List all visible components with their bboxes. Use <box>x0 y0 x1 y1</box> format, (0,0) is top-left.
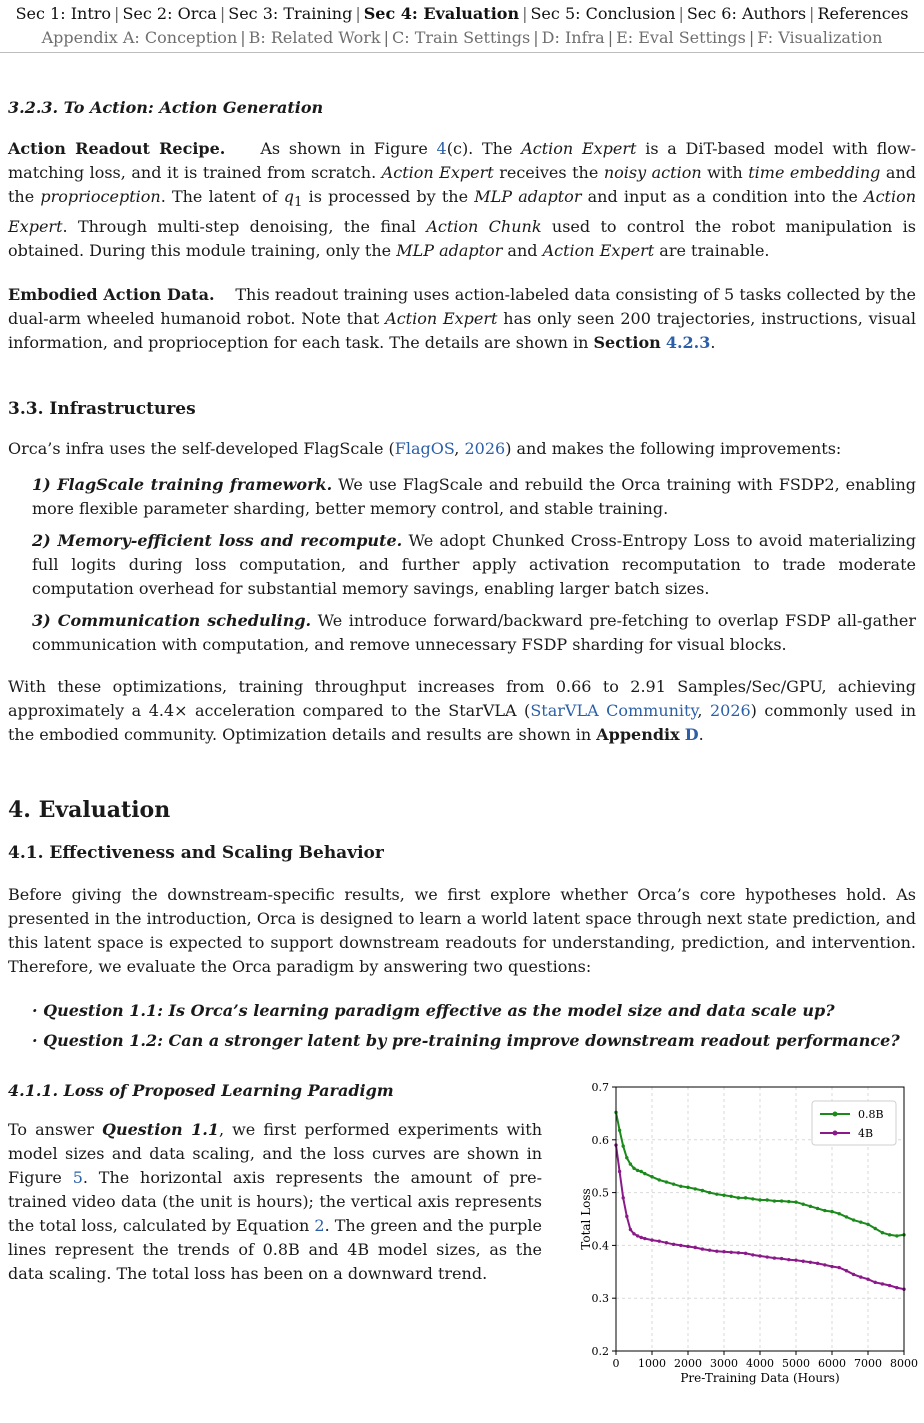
data-point-4B <box>701 1248 704 1251</box>
data-point-0.8B <box>838 1212 841 1215</box>
data-point-0.8B <box>629 1163 632 1166</box>
data-point-4B <box>830 1265 833 1268</box>
text: is processed by the <box>302 187 475 206</box>
data-point-0.8B <box>773 1200 776 1203</box>
nav-link-authors[interactable]: Sec 6: Authors <box>686 4 807 23</box>
citation-link[interactable]: StarVLA Community <box>530 701 698 721</box>
citation-year-link[interactable]: 2026 <box>709 701 751 721</box>
data-point-4B <box>751 1253 754 1256</box>
nav-link-appendix-f[interactable]: F: Visualization <box>757 28 883 47</box>
nav-link-appendix-b[interactable]: B: Related Work <box>248 28 381 47</box>
data-point-0.8B <box>636 1169 639 1172</box>
term: Action Chunk <box>426 217 542 237</box>
list-item <box>8 609 916 657</box>
data-point-0.8B <box>643 1172 646 1175</box>
nav-separator: | <box>809 4 815 23</box>
data-point-0.8B <box>895 1234 898 1237</box>
text: . <box>710 333 716 353</box>
nav-link-appendix-e[interactable]: E: Eval Settings <box>616 28 746 47</box>
text: . <box>698 725 704 745</box>
data-point-4B <box>629 1228 632 1231</box>
data-point-0.8B <box>794 1201 797 1204</box>
item-label: 1) FlagScale training framework. <box>32 475 333 495</box>
text: To answer <box>8 1120 103 1140</box>
data-point-0.8B <box>665 1181 668 1184</box>
term: time embedding <box>748 163 881 182</box>
data-point-4B <box>852 1273 855 1276</box>
term: Action Expert <box>542 241 655 261</box>
section-nav <box>0 0 924 50</box>
math-sub: 1 <box>294 195 303 211</box>
data-point-0.8B <box>625 1156 628 1159</box>
question-item: · Question 1.2: Can a stronger latent by pre-training improve downstream readout performance? <box>32 1031 900 1051</box>
data-point-4B <box>672 1243 675 1246</box>
appendix-ref-link[interactable]: D <box>684 725 699 745</box>
data-point-4B <box>643 1237 646 1240</box>
text: As shown in Figure <box>260 139 437 158</box>
nav-separator: | <box>678 4 684 23</box>
data-point-0.8B <box>816 1207 819 1210</box>
nav-link-intro[interactable]: Sec 1: Intro <box>15 4 112 23</box>
data-point-4B <box>640 1236 643 1239</box>
data-point-4B <box>625 1215 628 1218</box>
term: noisy action <box>603 163 702 182</box>
nav-separator: | <box>383 28 389 47</box>
data-point-4B <box>730 1251 733 1254</box>
data-point-0.8B <box>852 1219 855 1222</box>
text: . Through multi-step denoising, the final <box>62 217 427 237</box>
data-point-0.8B <box>672 1183 675 1186</box>
data-point-4B <box>802 1260 805 1263</box>
data-point-4B <box>679 1244 682 1247</box>
nav-link-training[interactable]: Sec 3: Training <box>228 4 353 23</box>
loss-chart <box>564 1077 924 1392</box>
nav-link-appendix-a[interactable]: Appendix A: Conception <box>41 28 238 47</box>
loss-text-column <box>8 1077 542 1286</box>
data-point-0.8B <box>766 1198 769 1201</box>
y-tick-label: 0.4 <box>591 1239 609 1253</box>
nav-link-references[interactable]: References <box>817 4 909 23</box>
nav-divider <box>0 52 924 53</box>
data-point-0.8B <box>758 1198 761 1201</box>
text: . The horizontal axis represents the amount of pre-trained video data (the unit is hours); the vertical axis represents the total loss, calculated by Equation <box>8 1168 542 1236</box>
data-point-4B <box>874 1281 877 1284</box>
data-point-0.8B <box>881 1231 884 1234</box>
data-point-4B <box>632 1232 635 1235</box>
data-point-4B <box>881 1282 884 1285</box>
data-point-4B <box>737 1251 740 1254</box>
data-point-0.8B <box>650 1175 653 1178</box>
nav-link-appendix-c[interactable]: C: Train Settings <box>392 28 531 47</box>
term: Action Expert <box>385 309 498 329</box>
x-tick-label: 4000 <box>746 1357 774 1371</box>
data-point-0.8B <box>787 1200 790 1203</box>
data-point-0.8B <box>640 1170 643 1173</box>
data-point-4B <box>758 1254 761 1257</box>
subsubsection-title: 4.1.1. Loss of Proposed Learning Paradigm <box>8 1081 394 1101</box>
data-point-4B <box>794 1259 797 1262</box>
y-tick-label: 0.2 <box>591 1345 609 1359</box>
text: We adopt Chunked Cross-Entropy Loss to avoid materializing full logits during loss computation, and further apply activation recomputation to trade moderate computation overhead for substantial memory savings, enabling larger batch sizes. <box>32 531 917 599</box>
term: Action Expert <box>381 163 494 182</box>
data-point-4B <box>708 1249 711 1252</box>
data-point-0.8B <box>780 1200 783 1203</box>
data-point-4B <box>823 1263 826 1266</box>
text: used to control the robot manipulation is obtained. During this module training, only the <box>8 217 916 261</box>
x-tick-label: 3000 <box>710 1357 738 1371</box>
text: and input as a condition into the <box>581 187 865 206</box>
appendix-nav-row <box>0 26 924 50</box>
text: (c). The <box>446 139 522 158</box>
paragraph-action-readout <box>8 137 916 263</box>
term: Action Expert <box>8 187 917 237</box>
y-axis-label: Total Loss <box>579 1188 593 1250</box>
text: are trainable. <box>654 241 770 261</box>
data-point-4B <box>715 1250 718 1253</box>
text: has only seen 200 trajectories, instructions, visual information, and proprioception for each task. The details are shown in <box>8 309 917 353</box>
data-point-0.8B <box>874 1227 877 1230</box>
item-label: 2) Memory-efficient loss and recompute. <box>32 531 403 551</box>
y-tick-label: 0.5 <box>591 1186 609 1200</box>
text: This readout training uses action-labeled data consisting of 5 tasks collected by the dual-arm wheeled humanoid robot. Note that <box>8 285 916 329</box>
text: ) and makes the following improvements: <box>505 439 842 459</box>
text: receives the <box>493 163 604 182</box>
text: and <box>502 241 543 261</box>
section-nav-row <box>0 2 924 26</box>
text: with <box>701 163 749 182</box>
appendix-word: Appendix <box>596 725 680 745</box>
loss-chart-svg <box>564 1077 924 1392</box>
subsection-title: 4.1. Effectiveness and Scaling Behavior <box>8 843 384 864</box>
data-point-4B <box>744 1252 747 1255</box>
figure-row <box>8 1077 916 1397</box>
figure-ref-link[interactable]: 4 <box>436 139 447 158</box>
paragraph-infra-result <box>8 675 916 747</box>
list-item <box>8 473 916 521</box>
data-point-0.8B <box>715 1193 718 1196</box>
question-ref: Question 1.1 <box>102 1120 219 1140</box>
text: is a DiT-based model with flow-matching loss, and it is trained from scratch. <box>8 139 917 182</box>
data-point-4B <box>622 1196 625 1199</box>
data-point-4B <box>773 1257 776 1260</box>
x-tick-label: 8000 <box>890 1357 918 1371</box>
nav-separator: | <box>748 28 755 47</box>
data-point-0.8B <box>679 1185 682 1188</box>
nav-separator: | <box>240 28 246 47</box>
data-point-4B <box>665 1241 668 1244</box>
nav-link-appendix-d[interactable]: D: Infra <box>541 28 605 47</box>
data-point-0.8B <box>802 1203 805 1206</box>
list-item <box>8 529 916 601</box>
data-point-0.8B <box>866 1223 869 1226</box>
data-point-0.8B <box>701 1189 704 1192</box>
legend-marker <box>833 1131 838 1136</box>
citation-link[interactable]: FlagOS <box>394 439 455 459</box>
term: MLP adaptor <box>474 187 582 206</box>
data-point-4B <box>838 1266 841 1269</box>
data-point-4B <box>816 1262 819 1265</box>
text: Orca’s infra uses the self-developed FlagScale ( <box>8 439 395 459</box>
data-point-4B <box>636 1234 639 1237</box>
data-point-4B <box>895 1286 898 1289</box>
paragraph-infra-intro <box>8 437 916 461</box>
paragraph-embodied-data <box>8 283 916 355</box>
x-axis-label: Pre-Training Data (Hours) <box>680 1371 840 1386</box>
legend-label: 4B <box>858 1127 874 1141</box>
item-label: 3) Communication scheduling. <box>32 611 312 631</box>
text: , <box>454 439 465 459</box>
data-point-0.8B <box>830 1210 833 1213</box>
text: , <box>697 701 710 721</box>
x-tick-label: 1000 <box>638 1357 666 1371</box>
text: and the <box>8 163 917 206</box>
legend-marker <box>833 1112 838 1117</box>
data-point-0.8B <box>708 1191 711 1194</box>
math-var: q <box>283 187 295 206</box>
data-point-0.8B <box>744 1196 747 1199</box>
figure-ref-link[interactable]: 5 <box>72 1168 83 1188</box>
data-point-0.8B <box>618 1129 621 1132</box>
section-word: Section <box>593 333 661 353</box>
data-point-4B <box>780 1257 783 1260</box>
y-tick-label: 0.3 <box>591 1292 609 1306</box>
data-point-0.8B <box>809 1205 812 1208</box>
paragraph-loss <box>8 1118 542 1286</box>
data-point-0.8B <box>751 1197 754 1200</box>
nav-separator: | <box>114 4 120 23</box>
data-point-0.8B <box>694 1187 697 1190</box>
x-tick-label: 0 <box>612 1357 620 1371</box>
data-point-0.8B <box>622 1145 625 1148</box>
data-point-0.8B <box>888 1233 891 1236</box>
nav-separator: | <box>607 28 614 47</box>
data-point-0.8B <box>632 1167 635 1170</box>
nav-link-orca[interactable]: Sec 2: Orca <box>122 4 217 23</box>
data-point-4B <box>787 1258 790 1261</box>
question-item: · Question 1.1: Is Orca’s learning paradigm effective as the model size and data scale up? <box>32 1001 835 1021</box>
text: With these optimizations, training throughput increases from 0.66 to 2.91 Samples/Sec/GPU, achieving approximately a 4.4× acceleration compared to the StarVLA ( <box>8 677 916 721</box>
text: , we first performed experiments with model sizes and data scaling, and the loss curves are shown in Figure <box>8 1120 543 1188</box>
data-point-4B <box>722 1250 725 1253</box>
x-tick-label: 2000 <box>674 1357 702 1371</box>
data-point-0.8B <box>730 1195 733 1198</box>
equation-ref-link[interactable]: 2 <box>314 1216 325 1236</box>
term: MLP adaptor <box>396 241 503 261</box>
data-point-4B <box>658 1240 661 1243</box>
text: We use FlagScale and rebuild the Orca training with FSDP2, enabling more flexible parameter sharding, better memory control, and stable training. <box>32 475 916 519</box>
data-point-0.8B <box>686 1186 689 1189</box>
citation-year-link[interactable]: 2026 <box>464 439 506 459</box>
nav-separator: | <box>522 4 528 23</box>
data-point-0.8B <box>722 1194 725 1197</box>
y-tick-label: 0.7 <box>591 1081 609 1095</box>
data-point-0.8B <box>737 1196 740 1199</box>
data-point-4B <box>845 1269 848 1272</box>
nav-link-conclusion[interactable]: Sec 5: Conclusion <box>530 4 676 23</box>
section-title: 4. Evaluation <box>8 797 171 824</box>
term: Action Expert <box>521 139 637 158</box>
data-point-0.8B <box>658 1178 661 1181</box>
paragraph-label: Embodied Action Data. <box>8 285 215 305</box>
data-point-4B <box>686 1245 689 1248</box>
text: . The green and the purple lines represent the trends of 0.8B and 4B model sizes, as the data scaling. The total loss has been on a downward trend. <box>8 1216 542 1284</box>
nav-separator: | <box>533 28 539 47</box>
x-tick-label: 6000 <box>818 1357 846 1371</box>
data-point-4B <box>766 1256 769 1259</box>
data-point-4B <box>694 1246 697 1249</box>
subsubsection-title: 3.2.3. To Action: Action Generation <box>8 98 324 117</box>
paragraph-eval-intro: Before giving the downstream-specific results, we first explore whether Orca’s core hypotheses hold. As presented in the introduction, Orca is designed to learn a world latent space through next state prediction, and this latent space is expected to support downstream readouts for understanding, prediction, and intervention. Therefore, we evaluate the Orca paradigm by answering two questions: <box>8 885 916 977</box>
data-point-4B <box>618 1170 621 1173</box>
data-point-4B <box>809 1261 812 1264</box>
x-tick-label: 7000 <box>854 1357 882 1371</box>
data-point-0.8B <box>845 1215 848 1218</box>
y-tick-label: 0.6 <box>591 1133 609 1147</box>
section-ref-link[interactable]: 4.2.3 <box>665 333 711 353</box>
data-point-4B <box>888 1284 891 1287</box>
data-point-0.8B <box>859 1221 862 1224</box>
x-tick-label: 5000 <box>782 1357 810 1371</box>
legend-label: 0.8B <box>858 1108 884 1122</box>
text: . The latent of <box>160 187 284 206</box>
nav-separator: | <box>355 4 361 23</box>
data-point-4B <box>866 1278 869 1281</box>
data-point-0.8B <box>823 1209 826 1212</box>
subsection-title: 3.3. Infrastructures <box>8 399 196 420</box>
text: ) commonly used in the embodied community. Optimization details and results are shown in <box>8 701 917 745</box>
data-point-4B <box>650 1239 653 1242</box>
data-point-4B <box>859 1276 862 1279</box>
paper-body <box>8 98 916 1397</box>
nav-separator: | <box>219 4 226 23</box>
text: We introduce forward/backward pre-fetching to overlap FSDP all-gather communication with computation, and remove unnecessary FSDP sharding for visual blocks. <box>32 611 917 655</box>
term: proprioception <box>40 187 161 206</box>
paragraph-label: Action Readout Recipe. <box>8 139 226 158</box>
nav-link-evaluation[interactable]: Sec 4: Evaluation <box>363 4 520 23</box>
